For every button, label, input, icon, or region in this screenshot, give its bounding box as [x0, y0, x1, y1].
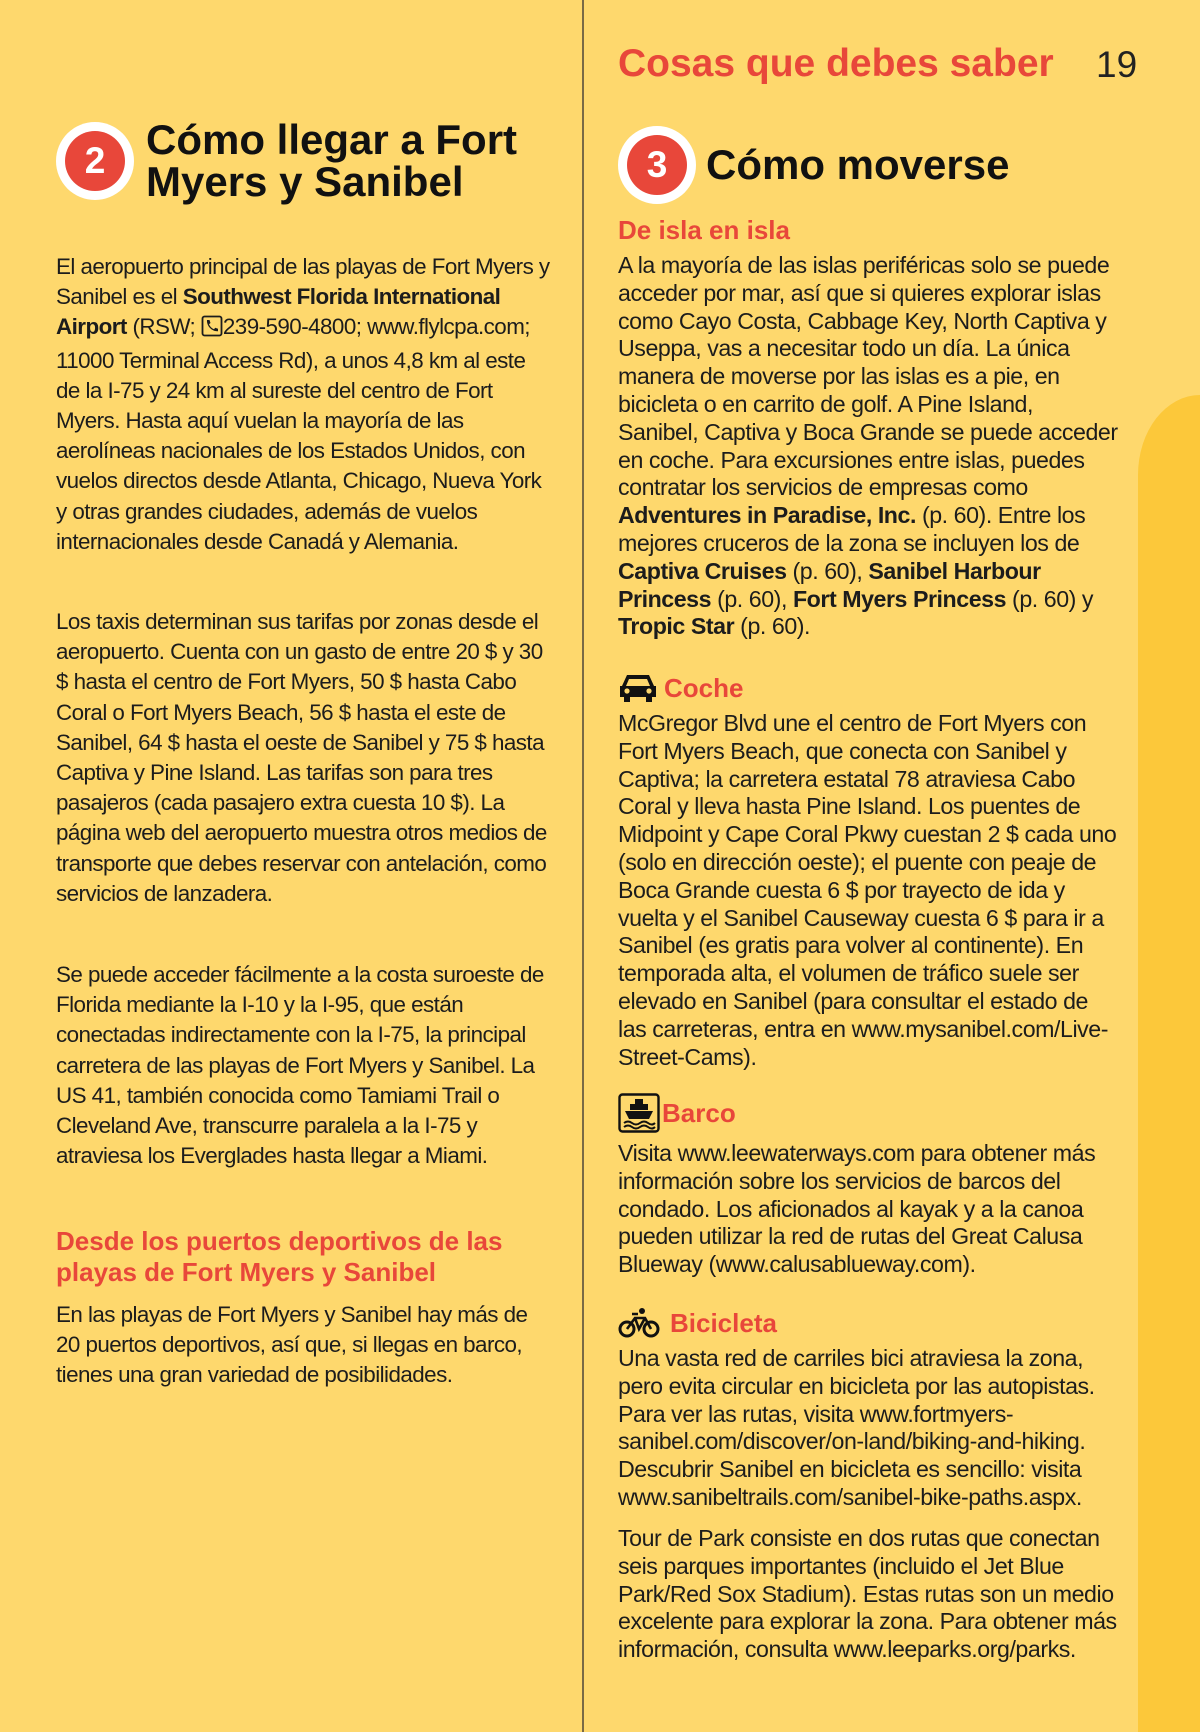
ferry-icon [618, 1093, 660, 1133]
section-number-badge: 3 [618, 126, 696, 204]
marinas-heading: Desde los puertos deportivos de las playas de Fort Myers y Sanibel [56, 1226, 503, 1287]
island-heading: De isla en isla [618, 215, 790, 245]
section-3-title: Cómo moverse [706, 141, 1010, 188]
operator-adventures: Adventures in Paradise, Inc. [618, 502, 916, 529]
car-paragraph: McGregor Blvd une el centro de Fort Myers con Fort Myers Beach, que conecta con Sanibel y Captiva; la carretera estatal 78 atraviesa Cabo Coral y lleva hasta Pine Island. Los puentes de Midpoint y Cape Coral Pkwy cuestan 2 $ cada uno (solo en dirección oeste); el puente con peaje de Boca Grande cuesta 6 $ por trayecto de ida y vuelta y el Sanibel Causeway cuesta 6 $ para ir a Sanibel (es gratis para volver al continente). En temporada alta, el volumen de tráfico suele ser elevado en Sanibel (para consultar el estado de las carreteras, entra en www.mysanibel.com/Live-Street-Cams). [618, 710, 1117, 1070]
operator-fort-myers-princess: Fort Myers Princess [792, 585, 1007, 612]
running-head-title: Cosas que debes saber [618, 42, 1054, 85]
car-icon [618, 671, 658, 705]
section-number-badge: 2 [56, 122, 134, 200]
roads-paragraph: Se puede acceder fácilmente a la costa suroeste de Florida mediante la I-10 y la I-95, que están conectadas indirectamente con la I-75, la principal carretera de las playas de Fort Myers y Sanibel. La US 41, también conocida como Tamiami Trail o Cleveland Ave, transcurre paralela a la I-75 y atraviesa los Everglades hasta llegar a Miami. [56, 962, 544, 1169]
boat-paragraph: Visita www.leewaterways.com para obtener más información sobre los servicios de barcos del condado. Los aficionados al kayak y a la canoa pueden utilizar la red de rutas del Great Calusa Blueway (www.calusablueway.com). [618, 1140, 1096, 1278]
island-paragraph: A la mayoría de las islas periféricas solo se puede acceder por mar, así que si quieres explorar islas como Cayo Costa, Cabbage Key, North Captiva y Useppa, vas a necesitar todo un día. La única manera de moverse por las islas es a pie, en bicicleta o en carrito de golf. A Pine Island, Sanibel, Captiva y Boca Grande se puede acceder en coche. Para excursiones entre islas, puedes contratar los servicios de empresas como Adventures in Paradise, Inc. (p. 60). Entre los mejores cruceros de la zona se incluyen los de Captiva Cruises (p. 60), Sanibel Harbour Princess (p. 60), Fort Myers Princess (p. 60) y Tropic Star (p. 60). [618, 252, 1118, 640]
page-number: 19 [1096, 44, 1138, 85]
bicycle-icon [618, 1307, 660, 1339]
airport-name: Southwest Florida International Airport [56, 284, 501, 340]
section-2-title: Cómo llegar a Fort Myers y Sanibel [146, 116, 518, 205]
bicycle-paragraph: Una vasta red de carriles bici atraviesa la zona, pero evita circular en bicicleta por las autopistas. Para ver las rutas, visita www.fortmyers-sanibel.com/discover/on-land/biking-and-hiking. Descubrir Sanibel en bicicleta es sencillo: visita www.sanibeltrails.com/sanibel-bike-paths.aspx. [618, 1345, 1095, 1510]
taxi-paragraph: Los taxis determinan sus tarifas por zonas desde el aeropuerto. Cuenta con un gasto de entre 20 $ y 30 $ hasta el centro de Fort Myers, 50 $ hasta Cabo Coral o Fort Myers Beach, 56 $ hasta el este de Sanibel, 64 $ hasta el oeste de Sanibel y 75 $ hasta Captiva y Pine Island. Las tarifas son para tres pasajeros (cada pasajero extra cuesta 10 $). La página web del aeropuerto muestra otros medios de transporte que debes reservar con antelación, como servicios de lanzadera. [56, 609, 547, 906]
running-head [618, 42, 1138, 92]
bicycle-heading: Bicicleta [618, 1304, 777, 1342]
operator-sanibel-harbour: Sanibel Harbour Princess [618, 557, 1041, 612]
section-2-heading [56, 116, 552, 212]
boat-heading: Barco [618, 1092, 736, 1134]
column-divider [582, 0, 584, 1732]
car-heading: Coche [618, 668, 743, 708]
section-3-heading [618, 120, 1118, 216]
operator-captiva-cruises: Captiva Cruises [618, 557, 787, 584]
airport-paragraph: El aeropuerto principal de las playas de Fort Myers y Sanibel es el Southwest Florida International Airport (RSW; 239-590-4800; www.flylcpa.com; 11000 Terminal Access Rd), a unos 4,8 km al este de la I-75 y 24 km al sureste del centro de Fort Myers. Hasta aquí vuelan la mayoría de las aerolíneas nacionales de los Estados Unidos, con vuelos directos desde Atlanta, Chicago, Nueva York y otras grandes ciudades, además de vuelos internacionales desde Canadá y Alemania. [56, 254, 550, 554]
tour-de-park-paragraph: Tour de Park consiste en dos rutas que conectan seis parques importantes (incluido el Jet Blue Park/Red Sox Stadium). Estas rutas son un medio excelente para explorar la zona. Para obtener más información, consulta www.leeparks.org/parks. [618, 1525, 1117, 1663]
phone-icon [201, 315, 223, 345]
operator-tropic-star: Tropic Star [618, 613, 735, 640]
chapter-edge-tab [1138, 395, 1200, 1732]
marinas-paragraph: En las playas de Fort Myers y Sanibel hay más de 20 puertos deportivos, así que, si llegas en barco, tienes una gran variedad de posibilidades. [56, 1302, 528, 1388]
